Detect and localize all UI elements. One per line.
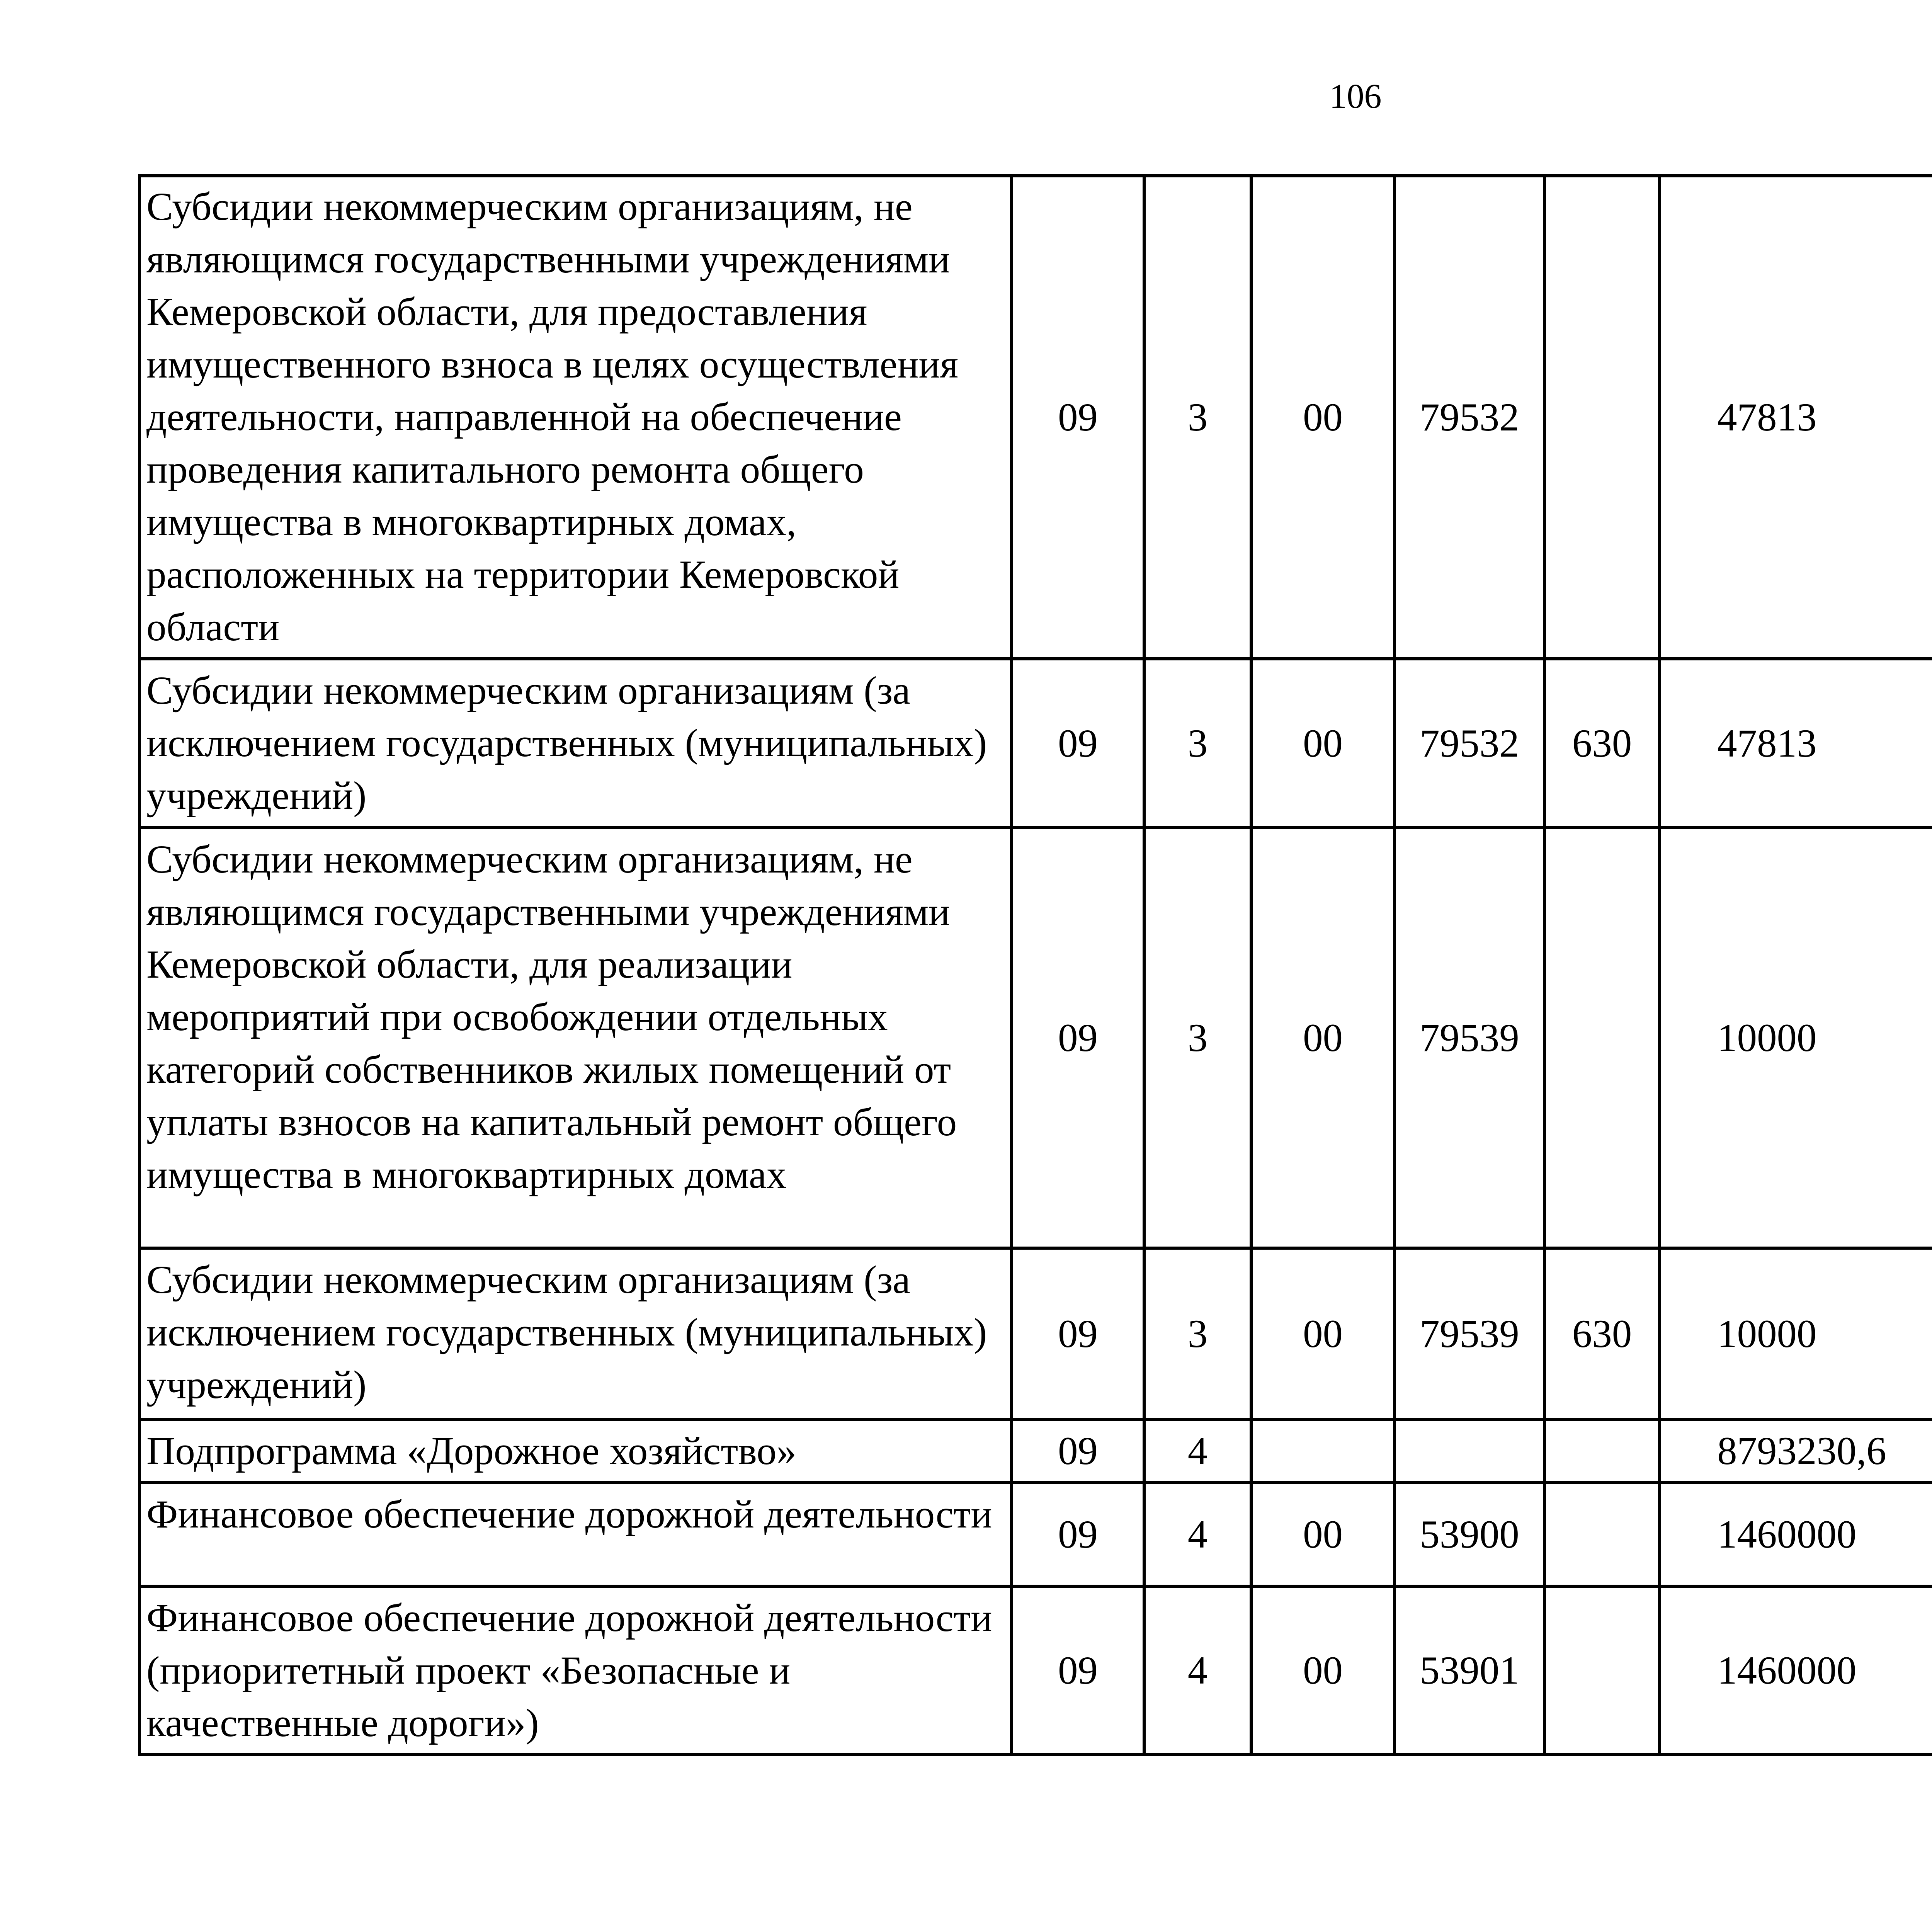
- amount-year-1: 47813: [1660, 659, 1932, 828]
- expense-type-code: [1544, 1419, 1660, 1483]
- subsection-code: 4: [1144, 1483, 1251, 1586]
- section-code: 09: [1012, 176, 1144, 659]
- table-row: [139, 1586, 1932, 1755]
- amount-year-1: 1460000: [1660, 1483, 1932, 1586]
- row-name: Субсидии некоммерческим организациям, не являющимся государственными учреждениями Кемеровской области, для предоставления имущественного взноса в целях осуществления деятельности, направленной на обеспечение проведения капитального ремонта общего имущества в многоквартирных домах, расположенных на территории Кемеровской области: [139, 176, 1012, 659]
- row-name: Финансовое обеспечение дорожной деятельности (приоритетный проект «Безопасные и качественные дороги»): [139, 1586, 1012, 1755]
- table-row: [139, 1248, 1932, 1419]
- amount-year-1: 10000: [1660, 1248, 1932, 1419]
- direction-code: 79532: [1395, 176, 1544, 659]
- expense-type-code: [1544, 1483, 1660, 1586]
- table-row: [139, 828, 1932, 1248]
- amount-year-1: 10000: [1660, 828, 1932, 1248]
- program-code: 00: [1251, 659, 1395, 828]
- subsection-code: 3: [1144, 828, 1251, 1248]
- expense-type-code: 630: [1544, 659, 1660, 828]
- table-row: [139, 659, 1932, 828]
- expense-type-code: [1544, 1586, 1660, 1755]
- section-code: 09: [1012, 1248, 1144, 1419]
- expense-type-code: [1544, 828, 1660, 1248]
- subsection-code: 3: [1144, 659, 1251, 828]
- subsection-code: 4: [1144, 1586, 1251, 1755]
- table-row: [139, 176, 1932, 659]
- subsection-code: 3: [1144, 176, 1251, 659]
- section-code: 09: [1012, 1483, 1144, 1586]
- program-code: 00: [1251, 1483, 1395, 1586]
- budget-table: [138, 174, 1932, 1756]
- direction-code: 53901: [1395, 1586, 1544, 1755]
- row-name: Субсидии некоммерческим организациям, не являющимся государственными учреждениями Кемеровской области, для реализации мероприятий при освобождении отдельных категорий собственников жилых помещений от уплаты взносов на капитальный ремонт общего имущества в многоквартирных домах: [139, 828, 1012, 1248]
- row-name: Финансовое обеспечение дорожной деятельности: [139, 1483, 1012, 1586]
- program-code: 00: [1251, 176, 1395, 659]
- table-row: [139, 1483, 1932, 1586]
- program-code: [1251, 1419, 1395, 1483]
- section-code: 09: [1012, 1419, 1144, 1483]
- section-code: 09: [1012, 828, 1144, 1248]
- direction-code: 79539: [1395, 1248, 1544, 1419]
- page-number: 106: [1329, 77, 1382, 116]
- direction-code: 79532: [1395, 659, 1544, 828]
- direction-code: [1395, 1419, 1544, 1483]
- row-name: Субсидии некоммерческим организациям (за исключением государственных (муниципальных) учреждений): [139, 1248, 1012, 1419]
- row-name: Субсидии некоммерческим организациям (за исключением государственных (муниципальных) учреждений): [139, 659, 1012, 828]
- direction-code: 53900: [1395, 1483, 1544, 1586]
- row-name: Подпрограмма «Дорожное хозяйство»: [139, 1419, 1012, 1483]
- table-row: [139, 1419, 1932, 1483]
- section-code: 09: [1012, 1586, 1144, 1755]
- program-code: 00: [1251, 1248, 1395, 1419]
- program-code: 00: [1251, 828, 1395, 1248]
- amount-year-1: 8793230,6: [1660, 1419, 1932, 1483]
- amount-year-1: 1460000: [1660, 1586, 1932, 1755]
- direction-code: 79539: [1395, 828, 1544, 1248]
- section-code: 09: [1012, 659, 1144, 828]
- subsection-code: 3: [1144, 1248, 1251, 1419]
- amount-year-1: 47813: [1660, 176, 1932, 659]
- program-code: 00: [1251, 1586, 1395, 1755]
- expense-type-code: 630: [1544, 1248, 1660, 1419]
- subsection-code: 4: [1144, 1419, 1251, 1483]
- expense-type-code: [1544, 176, 1660, 659]
